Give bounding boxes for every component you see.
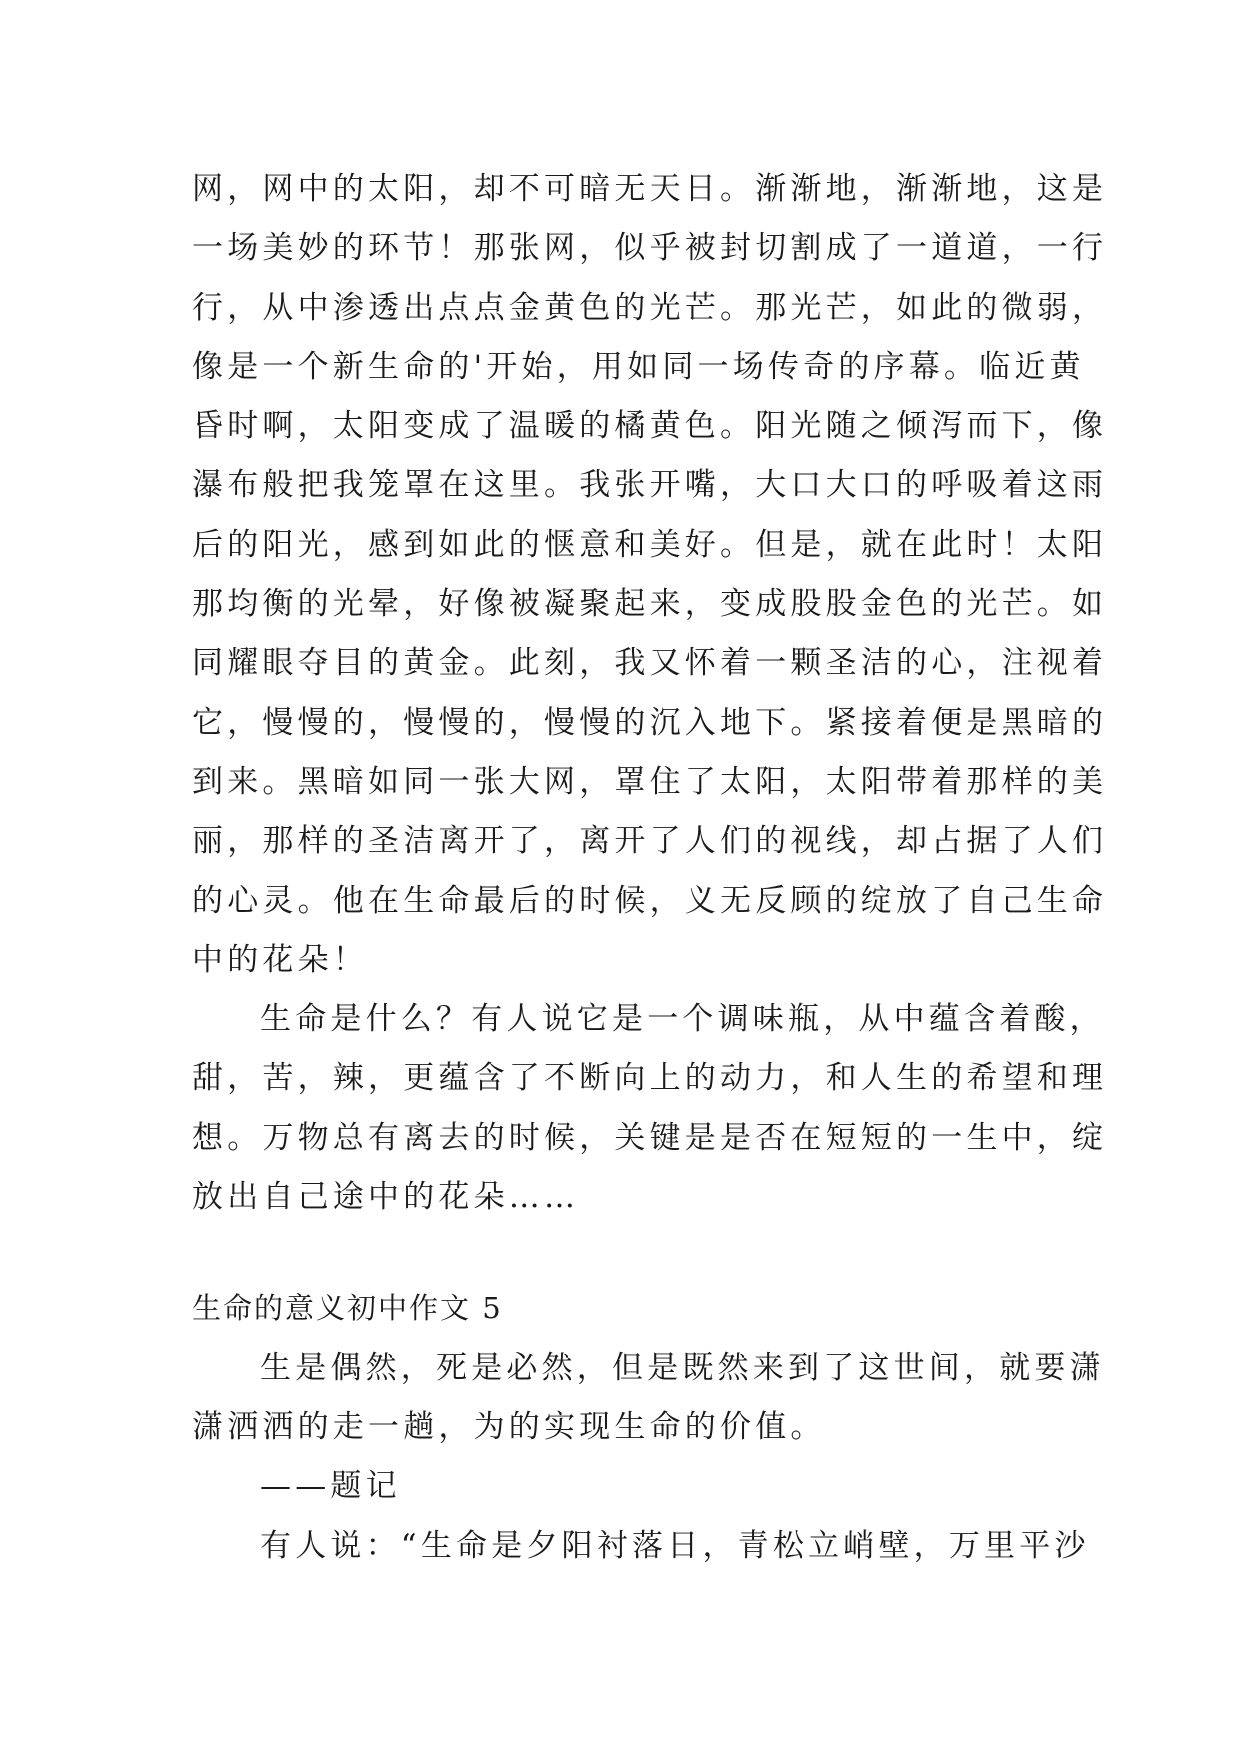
- document-body: [192, 160, 1108, 1576]
- text-line: 行，从中渗透出点点金黄色的光芒。那光芒，如此的微弱，: [192, 289, 1108, 326]
- text-line: 那均衡的光晕，好像被凝聚起来，变成股股金色的光芒。如: [192, 586, 1108, 623]
- text-line: 生命是什么？有人说它是一个调味瓶，从中蕴含着酸，: [260, 1001, 1105, 1038]
- opening-line: 有人说：“生命是夕阳衬落日，青松立峭壁，万里平沙: [260, 1527, 1090, 1564]
- text-line: 网，网中的太阳，却不可暗无天日。渐渐地，渐渐地，这是: [192, 171, 1108, 207]
- epigraph-attribution: ——题记: [260, 1468, 401, 1505]
- text-line: 丽，那样的圣洁离开了，离开了人们的视线，却占据了人们: [192, 823, 1108, 860]
- text-line: 像是一个新生命的'开始，用如同一场传奇的序幕。临近黄: [192, 348, 1085, 385]
- epigraph: [192, 1339, 1105, 1458]
- text-line: 后的阳光，感到如此的惬意和美好。但是，就在此时！太阳: [192, 526, 1108, 563]
- text-line: 甜，苦，辣，更蕴含了不断向上的动力，和人生的希望和理: [192, 1060, 1108, 1097]
- text-line: 同耀眼夺目的黄金。此刻，我又怀着一颗圣洁的心，注视着: [192, 645, 1108, 682]
- section-spacer: [192, 1227, 1072, 1279]
- text-line: 到来。黑暗如同一张大网，罩住了太阳，太阳带着那样的美: [192, 763, 1108, 800]
- text-line: 一场美妙的环节！那张网，似乎被封切割成了一道道，一行: [192, 230, 1108, 267]
- text-line: 它，慢慢的，慢慢的，慢慢的沉入地下。紧接着便是黑暗的: [192, 704, 1108, 741]
- text-line: 瀑布般把我笼罩在这里。我张开嘴，大口大口的呼吸着这雨: [192, 467, 1108, 504]
- closing-paragraph: [192, 990, 1108, 1227]
- text-line: 昏时啊，太阳变成了温暖的橘黄色。阳光随之倾泻而下，像: [192, 408, 1108, 445]
- text-line: 中的花朵！: [192, 941, 368, 978]
- text-line: 放出自己途中的花朵……: [192, 1179, 580, 1216]
- text-line: 生是偶然，死是必然，但是既然来到了这世间，就要潇: [260, 1349, 1105, 1386]
- continuation-paragraph: [192, 160, 1108, 990]
- section-title: 生命的意义初中作文 5: [192, 1291, 503, 1326]
- text-line: 潇洒洒的走一趟，为的实现生命的价值。: [192, 1408, 826, 1445]
- text-line: 的心灵。他在生命最后的时候，义无反顾的绽放了自己生命: [192, 882, 1108, 919]
- text-line: 想。万物总有离去的时候，关键是是否在短短的一生中，绽: [192, 1119, 1108, 1156]
